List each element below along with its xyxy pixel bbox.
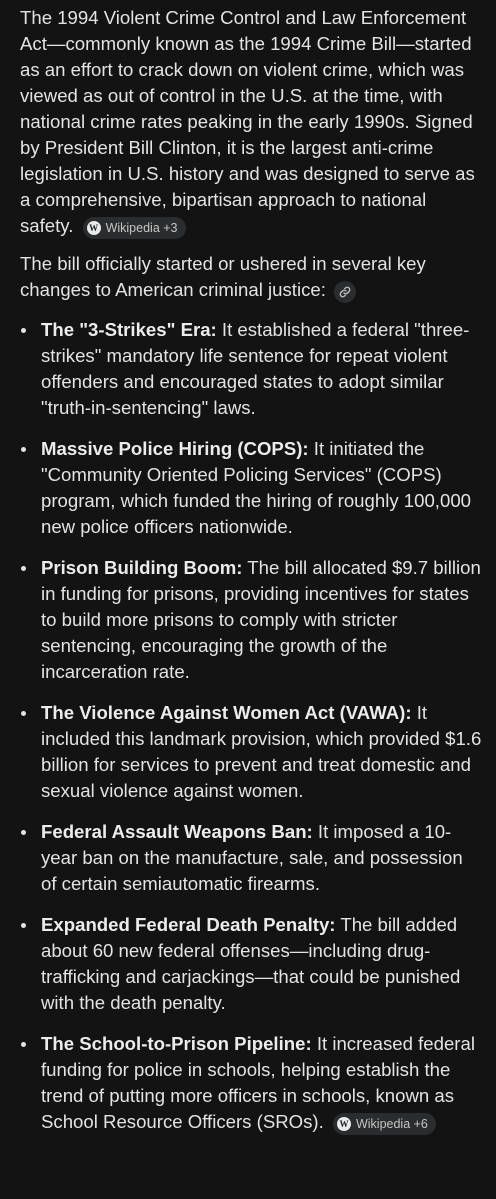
list-item-text: It initiated the "Community Oriented Policing Services" (COPS) program, which funded the hiring of roughly 100,000 new police officers nationwide. [41,438,471,537]
changes-paragraph-text: The bill officially started or ushered in several key changes to American criminal justice: [20,253,426,300]
list-item-title: The Violence Against Women Act (VAWA): [41,702,412,723]
list-item [20,912,482,1016]
list-item [20,700,482,804]
intro-paragraph [20,5,482,239]
link-chip[interactable] [334,281,356,303]
wikipedia-w-icon: W [87,221,101,235]
source-chip-intro[interactable] [83,217,186,239]
list-item-text: It increased federal funding for police in schools, helping establish the trend of putting more officers in schools, known as School Resource Officers (SROs). [41,1033,475,1132]
link-icon [339,286,351,298]
list-item [20,1031,482,1135]
list-item [20,819,482,897]
source-chip-label: Wikipedia +3 [105,221,178,235]
list-item-title: Federal Assault Weapons Ban: [41,821,313,842]
list-item-title: The School-to-Prison Pipeline: [41,1033,312,1054]
list-item-text: It imposed a 10-year ban on the manufacture, sale, and possession of certain semiautomatic firearms. [41,821,463,894]
source-chip-label: Wikipedia +6 [355,1117,428,1131]
changes-paragraph [20,251,482,303]
intro-paragraph-text: The 1994 Violent Crime Control and Law Enforcement Act—commonly known as the 1994 Crime Bill—started as an effort to crack down on violent crime, which was viewed as out of control in the U.S. at the time, with national crime rates peaking in the early 1990s. Signed by President Bill Clinton, it is the largest anti-crime legislation in U.S. history and was designed to serve as a comprehensive, bipartisan approach to national safety. [20,7,475,236]
changes-list [20,317,482,1135]
list-item-title: Expanded Federal Death Penalty: [41,914,336,935]
list-item [20,555,482,685]
list-item-title: The "3-Strikes" Era: [41,319,217,340]
list-item-text: The bill allocated $9.7 billion in funding for prisons, providing incentives for states to build more prisons to comply with stricter sentencing, encouraging the growth of the incarceration rate. [41,557,481,682]
list-item [20,436,482,540]
list-item [20,317,482,421]
list-item-title: Prison Building Boom: [41,557,243,578]
list-item-text: It included this landmark provision, which provided $1.6 billion for services to prevent and treat domestic and sexual violence against women. [41,702,482,801]
list-item-text: The bill added about 60 new federal offenses—including drug-trafficking and carjackings—that could be punished with the death penalty. [41,914,461,1013]
list-item-title: Massive Police Hiring (COPS): [41,438,309,459]
wikipedia-w-icon: W [337,1117,351,1131]
list-item-text: It established a federal "three-strikes" mandatory life sentence for repeat violent offenders and encouraged states to adopt similar "truth-in-sentencing" laws. [41,319,470,418]
source-chip-last[interactable] [333,1113,436,1135]
